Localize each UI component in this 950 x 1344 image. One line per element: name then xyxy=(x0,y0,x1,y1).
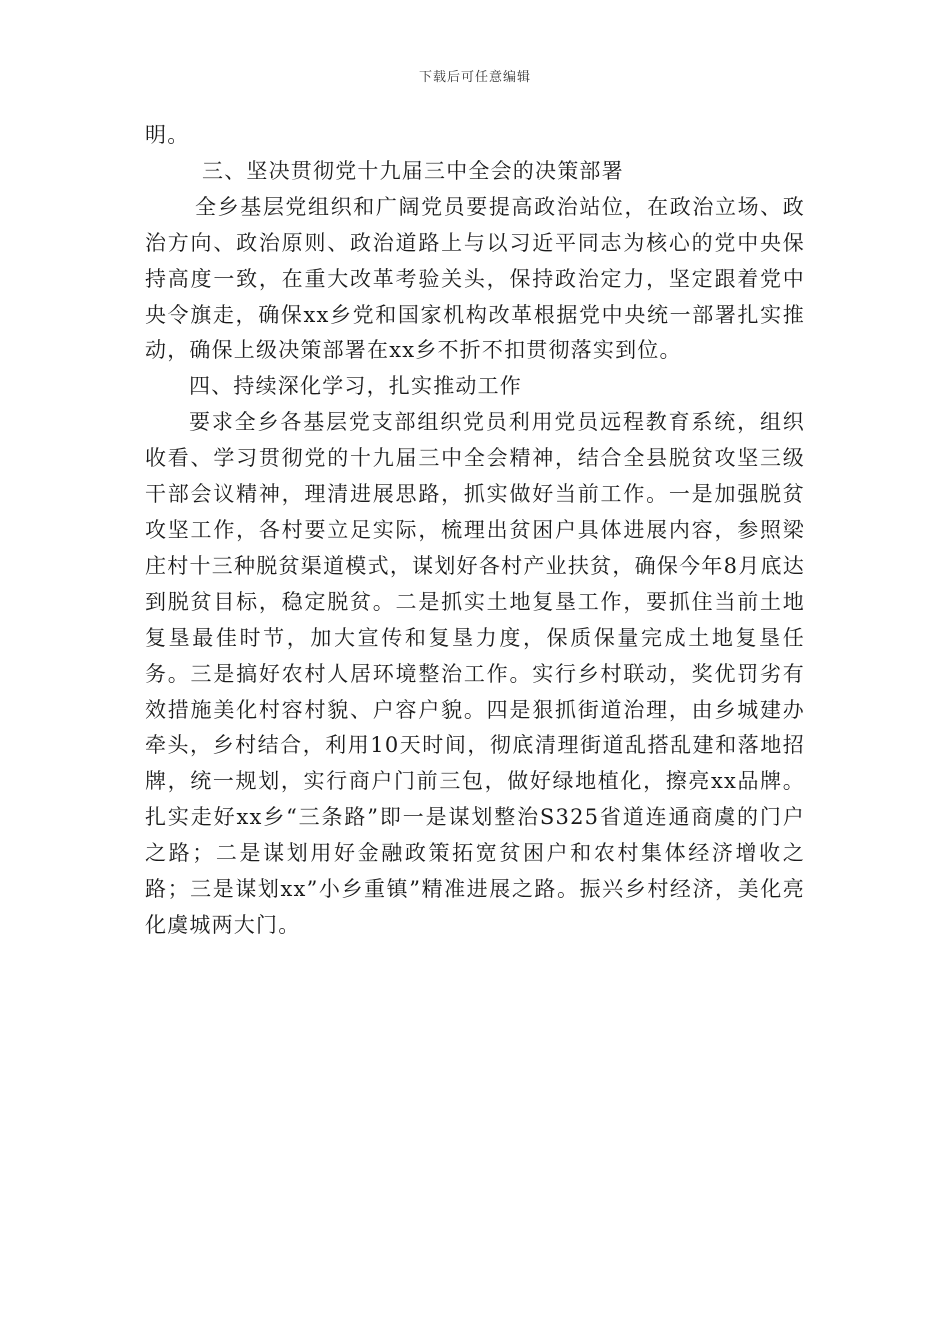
section-3-heading: 三、坚决贯彻党十九届三中全会的决策部署 xyxy=(202,158,624,183)
header-note: 下载后可任意编辑 xyxy=(418,70,531,85)
section-4-paragraph: 要求全乡各基层党支部组织党员利用党员远程教育系统，组织收看、学习贯彻党的十九届三中全会精神，结合全县脱贫攻坚三级干部会议精神，理清进展思路，抓实做好当前工作。一是加强脱贫攻坚工作，各村要立足实际，梳理出贫困户具体进展内容，参照梁庄村十三种脱贫渠道模式，谋划好各村产业扶贫，确保今年8月底达到脱贫目标，稳定脱贫。二是抓实土地复垦工作，要抓住当前土地复垦最佳时节，加大宣传和复垦力度，保质保量完成土地复垦任务。三是搞好农村人居环境整治工作。实行乡村联动，奖优罚劣有效措施美化村容村貌、户容户貌。四是狠抓街道治理，由乡城建办牵头，乡村结合，利用10天时间，彻底清理街道乱搭乱建和落地招牌，统一规划，实行商户门前三包，做好绿地植化，擦亮xx品牌。扎实走好xx乡“三条路”即一是谋划整治S325省道连通商虞的门户之路；二是谋划用好金融政策拓宽贫困户和农村集体经济增收之路；三是谋划xx”小乡重镇”精准进展之路。振兴乡村经济，美化亮化虞城两大门。 xyxy=(145,410,805,937)
section-3-paragraph: 全乡基层党组织和广阔党员要提高政治站位，在政治立场、政治方向、政治原则、政治道路上与以习近平同志为核心的党中央保持高度一致，在重大改革考验关头，保持政治定力，坚定跟着党中央令旗走，确保xx乡党和国家机构改革根据党中央统一部署扎实推动，确保上级决策部署在xx乡不折不扣贯彻落实到位。 xyxy=(145,194,805,363)
continuation-text: 明。 xyxy=(145,123,190,147)
document-body xyxy=(145,118,805,944)
section-4-heading: 四、持续深化学习，扎实推动工作 xyxy=(189,374,522,399)
